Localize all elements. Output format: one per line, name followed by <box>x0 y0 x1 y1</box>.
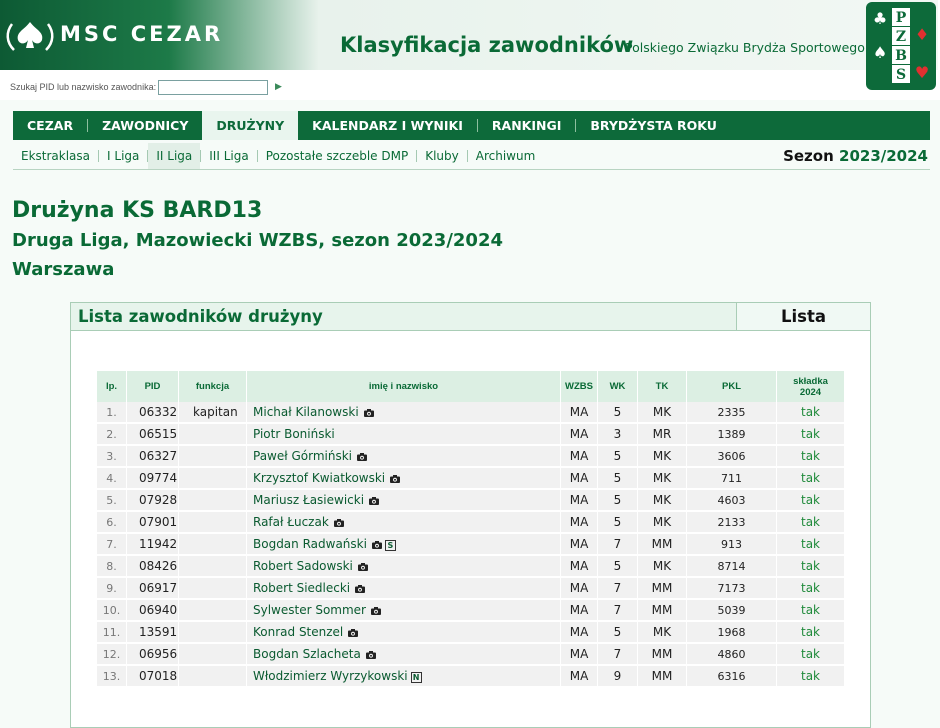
player-pkl: 1389 <box>687 424 777 446</box>
player-pid: 06515 <box>127 424 179 446</box>
player-name-cell <box>247 512 561 534</box>
player-fee-status: tak <box>777 556 845 578</box>
player-pid: 07901 <box>127 512 179 534</box>
player-name-cell <box>247 446 561 468</box>
camera-icon[interactable] <box>364 406 374 420</box>
camera-icon[interactable] <box>366 648 376 662</box>
player-function <box>179 556 247 578</box>
logo-text[interactable]: MSC CEZAR <box>60 22 224 46</box>
player-pkl: 5039 <box>687 600 777 622</box>
table-row <box>97 490 845 512</box>
player-pkl: 913 <box>687 534 777 556</box>
player-tk: MM <box>638 666 687 688</box>
player-name-link[interactable]: Krzysztof Kwiatkowski <box>253 470 386 485</box>
table-row <box>97 468 845 490</box>
col-header-fee[interactable] <box>777 371 845 402</box>
player-name-link[interactable]: Robert Siedlecki <box>253 580 351 595</box>
player-function <box>179 534 247 556</box>
svg-text:♣: ♣ <box>872 9 888 28</box>
row-number: 1. <box>97 402 127 424</box>
player-name-link[interactable]: Sylwester Sommer <box>253 602 366 617</box>
fee-header-line2: 2024 <box>799 386 822 398</box>
row-number: 10. <box>97 600 127 622</box>
players-panel <box>70 302 871 728</box>
nav-item-brydżysta-roku[interactable]: BRYDŻYSTA ROKU <box>590 118 717 133</box>
row-number: 6. <box>97 512 127 534</box>
nav-item-drużyny[interactable]: DRUŻYNY <box>202 111 298 140</box>
player-name-link[interactable]: Mariusz Łasiewicki <box>253 492 365 507</box>
nav-item-rankingi[interactable]: RANKINGI <box>491 118 562 133</box>
player-name-link[interactable]: Bogdan Radwański <box>253 536 367 551</box>
player-fee-status: tak <box>777 446 845 468</box>
player-wk: 5 <box>598 402 638 424</box>
svg-text:♥: ♥ <box>914 63 930 82</box>
player-fee-status: tak <box>777 402 845 424</box>
player-wzbs: MA <box>561 556 598 578</box>
player-wzbs: MA <box>561 578 598 600</box>
player-wk: 7 <box>598 578 638 600</box>
table-row <box>97 622 845 644</box>
player-function <box>179 600 247 622</box>
tab-lista[interactable]: Lista <box>736 303 870 330</box>
player-pid: 06956 <box>127 644 179 666</box>
player-wk: 7 <box>598 534 638 556</box>
col-header-function[interactable]: funkcja <box>179 371 247 402</box>
fee-header-line1: składka <box>793 375 828 387</box>
search-label: Szukaj PID lub nazwisko zawodnika: <box>10 82 157 92</box>
player-pid: 08426 <box>127 556 179 578</box>
player-pid: 07018 <box>127 666 179 688</box>
player-wk: 7 <box>598 600 638 622</box>
player-name-link[interactable]: Włodzimierz Wyrzykowski <box>253 669 408 683</box>
player-wk: 9 <box>598 666 638 688</box>
player-tk: MM <box>638 578 687 600</box>
table-header-row <box>97 371 845 402</box>
player-pkl: 3606 <box>687 446 777 468</box>
player-tk: MK <box>638 512 687 534</box>
subnav-item-i-liga[interactable]: I Liga <box>107 148 140 163</box>
player-fee-status: tak <box>777 622 845 644</box>
svg-text:♦: ♦ <box>914 25 930 44</box>
row-number: 11. <box>97 622 127 644</box>
player-pid: 07928 <box>127 490 179 512</box>
panel-header <box>71 303 870 331</box>
subnav-item-archiwum[interactable]: Archiwum <box>475 148 536 163</box>
table-row <box>97 446 845 468</box>
nav-item-kalendarz-i-wyniki[interactable]: KALENDARZ I WYNIKI <box>312 118 463 133</box>
player-pkl: 7173 <box>687 578 777 600</box>
sub-nav <box>13 142 930 170</box>
col-header-wzbs[interactable]: WZBS <box>561 371 598 402</box>
season-value: 2023/2024 <box>839 147 928 165</box>
row-number: 12. <box>97 644 127 666</box>
season-indicator <box>783 147 928 165</box>
player-name-link[interactable]: Rafał Łuczak <box>253 514 329 529</box>
player-pkl: 4603 <box>687 490 777 512</box>
table-row <box>97 402 845 424</box>
player-name-link[interactable]: Paweł Górmiński <box>253 448 352 463</box>
player-function <box>179 490 247 512</box>
league-title: Druga Liga, Mazowiecki WZBS, sezon 2023/2024 <box>12 230 504 251</box>
player-name-cell <box>247 622 561 644</box>
status-badge: S <box>385 540 396 551</box>
player-pkl: 1968 <box>687 622 777 644</box>
player-wzbs: MA <box>561 644 598 666</box>
player-wzbs: MA <box>561 424 598 446</box>
player-name-link[interactable]: Michał Kilanowski <box>253 404 359 419</box>
players-table-body <box>97 402 845 688</box>
row-number: 8. <box>97 556 127 578</box>
player-wzbs: MA <box>561 512 598 534</box>
player-pid: 06917 <box>127 578 179 600</box>
row-number: 4. <box>97 468 127 490</box>
camera-icon[interactable] <box>369 494 379 508</box>
col-header-lp[interactable]: lp. <box>97 371 127 402</box>
pzbs-logo-icon[interactable] <box>866 2 936 90</box>
table-row <box>97 512 845 534</box>
site-title: Klasyfikacja zawodników <box>340 33 634 57</box>
site-subtitle: Polskiego Związku Brydża Sportowego <box>625 40 865 55</box>
player-pid: 09774 <box>127 468 179 490</box>
player-pkl: 8714 <box>687 556 777 578</box>
player-fee-status: tak <box>777 490 845 512</box>
subnav-item-ekstraklasa[interactable]: Ekstraklasa <box>21 148 91 163</box>
player-wzbs: MA <box>561 490 598 512</box>
camera-icon[interactable] <box>390 472 400 486</box>
player-name-cell <box>247 578 561 600</box>
svg-text:P: P <box>895 10 907 26</box>
col-header-pkl[interactable]: PKL <box>687 371 777 402</box>
player-wzbs: MA <box>561 402 598 424</box>
svg-text:♠: ♠ <box>872 43 888 62</box>
player-name-cell <box>247 402 561 424</box>
row-number: 13. <box>97 666 127 688</box>
col-header-tk[interactable]: TK <box>638 371 687 402</box>
table-row <box>97 556 845 578</box>
player-tk: MK <box>638 556 687 578</box>
camera-icon[interactable] <box>334 516 344 530</box>
player-name-cell <box>247 468 561 490</box>
player-name-cell <box>247 556 561 578</box>
table-row <box>97 534 845 556</box>
player-wk: 7 <box>598 644 638 666</box>
panel-title: Lista zawodników drużyny <box>78 307 323 326</box>
player-tk: MM <box>638 644 687 666</box>
player-tk: MK <box>638 446 687 468</box>
player-name-cell <box>247 666 561 688</box>
row-number: 9. <box>97 578 127 600</box>
player-wk: 5 <box>598 446 638 468</box>
player-fee-status: tak <box>777 424 845 446</box>
camera-icon[interactable] <box>358 560 368 574</box>
player-pid: 06332 <box>127 402 179 424</box>
player-function <box>179 446 247 468</box>
player-wk: 5 <box>598 468 638 490</box>
player-fee-status: tak <box>777 534 845 556</box>
cezar-laurel-logo-icon <box>4 16 56 54</box>
player-pid: 06940 <box>127 600 179 622</box>
player-wzbs: MA <box>561 468 598 490</box>
player-function <box>179 512 247 534</box>
players-table <box>97 371 845 688</box>
nav-item-zawodnicy[interactable]: ZAWODNICY <box>102 118 189 133</box>
player-wk: 5 <box>598 490 638 512</box>
row-number: 5. <box>97 490 127 512</box>
row-number: 2. <box>97 424 127 446</box>
player-name-link[interactable]: Robert Sadowski <box>253 558 353 573</box>
player-name-cell <box>247 644 561 666</box>
player-function <box>179 666 247 688</box>
camera-icon[interactable] <box>355 582 365 596</box>
player-pid: 13591 <box>127 622 179 644</box>
svg-text:S: S <box>895 67 907 83</box>
player-name-link[interactable]: Bogdan Szlacheta <box>253 646 361 661</box>
arrow-right-icon[interactable]: ▶ <box>275 82 282 92</box>
player-pkl: 4860 <box>687 644 777 666</box>
player-fee-status: tak <box>777 468 845 490</box>
nav-item-cezar[interactable]: CEZAR <box>27 118 74 133</box>
player-wzbs: MA <box>561 534 598 556</box>
player-name-cell <box>247 600 561 622</box>
player-tk: MR <box>638 424 687 446</box>
site-header <box>0 0 940 100</box>
col-header-name[interactable]: imię i nazwisko <box>247 371 561 402</box>
player-function <box>179 468 247 490</box>
player-wzbs: MA <box>561 600 598 622</box>
team-title: Drużyna KS BARD13 <box>12 198 263 223</box>
player-tk: MM <box>638 600 687 622</box>
player-pkl: 2133 <box>687 512 777 534</box>
player-fee-status: tak <box>777 512 845 534</box>
player-pid: 06327 <box>127 446 179 468</box>
main-nav <box>13 111 930 140</box>
player-wk: 5 <box>598 512 638 534</box>
camera-icon[interactable] <box>372 538 382 552</box>
player-function <box>179 622 247 644</box>
player-function <box>179 644 247 666</box>
player-name-cell <box>247 490 561 512</box>
col-header-wk[interactable]: WK <box>598 371 638 402</box>
player-fee-status: tak <box>777 666 845 688</box>
player-function <box>179 424 247 446</box>
subnav-item-pozostałe-szczeble-dmp[interactable]: Pozostałe szczeble DMP <box>265 148 409 163</box>
player-wzbs: MA <box>561 446 598 468</box>
player-tk: MK <box>638 468 687 490</box>
col-header-pid[interactable]: PID <box>127 371 179 402</box>
player-tk: MM <box>638 534 687 556</box>
player-tk: MK <box>638 490 687 512</box>
status-badge: N <box>411 672 422 683</box>
player-pkl: 6316 <box>687 666 777 688</box>
player-name-cell <box>247 534 561 556</box>
player-name-link[interactable]: Piotr Boniński <box>253 427 335 441</box>
subnav-item-ii-liga[interactable]: II Liga <box>148 143 200 169</box>
player-function <box>179 578 247 600</box>
city-title: Warszawa <box>12 259 115 280</box>
player-pkl: 2335 <box>687 402 777 424</box>
player-name-link[interactable]: Konrad Stenzel <box>253 624 344 639</box>
player-pkl: 711 <box>687 468 777 490</box>
player-wk: 3 <box>598 424 638 446</box>
camera-icon[interactable] <box>357 450 367 464</box>
season-label: Sezon <box>783 147 834 165</box>
camera-icon[interactable] <box>348 626 358 640</box>
svg-text:B: B <box>895 48 907 64</box>
player-wzbs: MA <box>561 666 598 688</box>
player-fee-status: tak <box>777 600 845 622</box>
table-row <box>97 666 845 688</box>
player-tk: MK <box>638 402 687 424</box>
player-fee-status: tak <box>777 644 845 666</box>
svg-text:Z: Z <box>895 29 907 45</box>
player-tk: MK <box>638 622 687 644</box>
player-fee-status: tak <box>777 578 845 600</box>
camera-icon[interactable] <box>371 604 381 618</box>
subnav-item-kluby[interactable]: Kluby <box>425 148 459 163</box>
table-row <box>97 600 845 622</box>
player-wzbs: MA <box>561 622 598 644</box>
player-name-cell <box>247 424 561 446</box>
table-row <box>97 578 845 600</box>
player-function: kapitan <box>179 402 247 424</box>
table-row <box>97 424 845 446</box>
player-wk: 5 <box>598 622 638 644</box>
subnav-item-iii-liga[interactable]: III Liga <box>209 148 249 163</box>
row-number: 3. <box>97 446 127 468</box>
search-input[interactable] <box>158 80 268 95</box>
player-pid: 11942 <box>127 534 179 556</box>
player-wk: 5 <box>598 556 638 578</box>
table-row <box>97 644 845 666</box>
row-number: 7. <box>97 534 127 556</box>
